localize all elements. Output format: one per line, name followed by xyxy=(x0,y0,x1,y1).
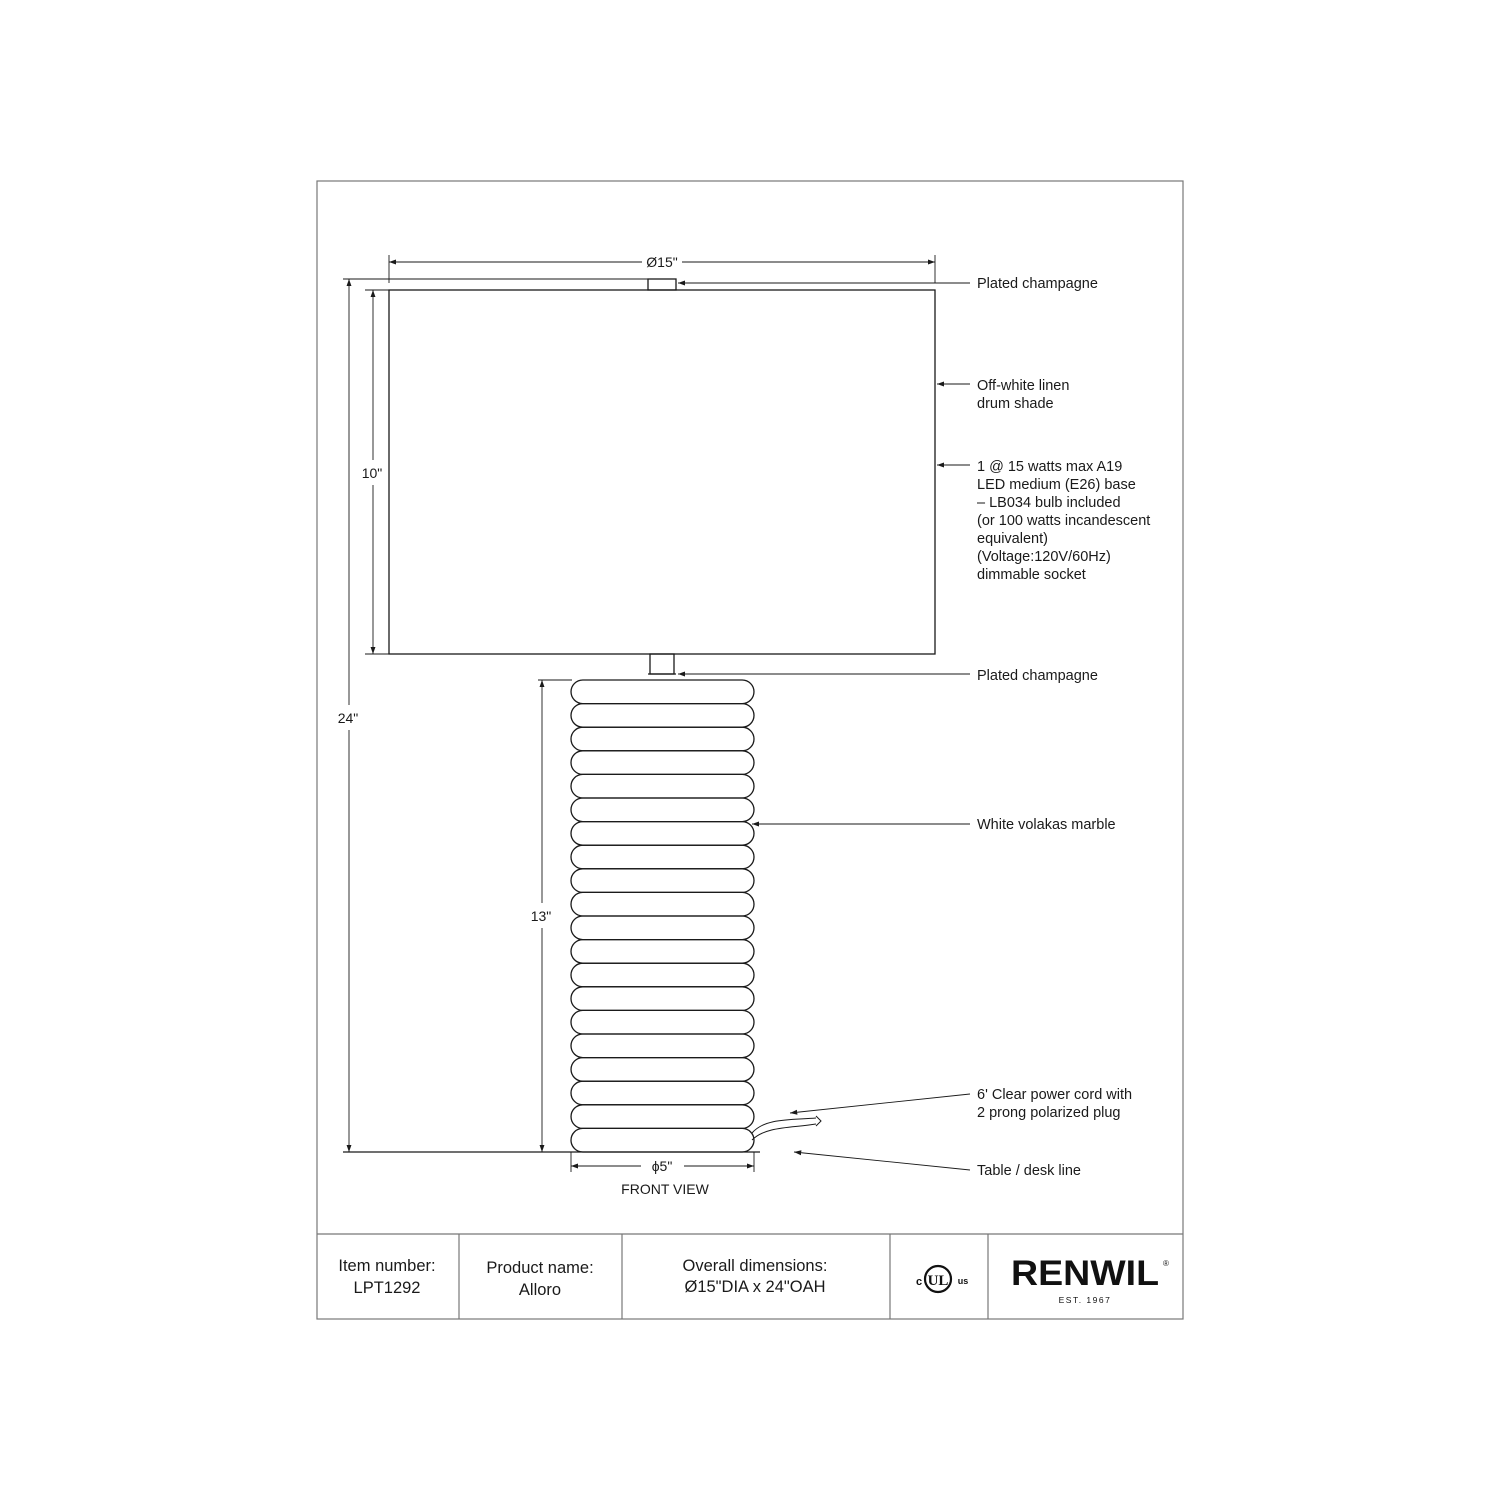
svg-text:EST. 1967: EST. 1967 xyxy=(1058,1295,1112,1305)
callout-bulb-line: (Voltage:120V/60Hz) xyxy=(977,549,1111,565)
ul-certification-icon xyxy=(916,1266,968,1292)
svg-text:c: c xyxy=(915,1276,923,1288)
lamp-drawing xyxy=(343,279,935,1152)
callout-table-line: Table / desk line xyxy=(977,1163,1081,1179)
marble-rib xyxy=(571,963,754,987)
dim-overall-height: 24" xyxy=(337,710,359,726)
view-label: FRONT VIEW xyxy=(621,1181,709,1197)
marble-rib xyxy=(571,680,754,704)
marble-rib xyxy=(571,940,754,964)
callout-body-line: White volakas marble xyxy=(977,817,1116,833)
callout-shade-line: Off-white linen xyxy=(977,378,1070,394)
svg-text:UL: UL xyxy=(927,1273,949,1289)
callout-bulb-line: LED medium (E26) base xyxy=(977,477,1136,493)
callout-cord-line: 6' Clear power cord with xyxy=(977,1087,1133,1103)
product-name-label: Product name: xyxy=(486,1259,594,1277)
svg-text:RENWIL: RENWIL xyxy=(1011,1254,1159,1293)
marble-rib xyxy=(571,869,754,893)
overall-dimensions-value: Ø15"DIA x 24"OAH xyxy=(684,1278,826,1296)
marble-body xyxy=(571,680,754,1152)
marble-rib xyxy=(571,798,754,822)
marble-rib xyxy=(571,916,754,940)
dim-shade-diameter: Ø15" xyxy=(646,254,678,270)
marble-rib xyxy=(571,1010,754,1034)
callout-bulb-line: 1 @ 15 watts max A19 xyxy=(977,459,1123,475)
marble-rib xyxy=(571,1034,754,1058)
marble-rib xyxy=(571,845,754,869)
marble-rib xyxy=(571,1058,754,1082)
svg-text:us: us xyxy=(957,1276,969,1286)
callout-bulb-line: (or 100 watts incandescent xyxy=(977,513,1151,529)
svg-text:®: ® xyxy=(1163,1259,1169,1268)
marble-rib xyxy=(571,774,754,798)
marble-rib xyxy=(571,1105,754,1129)
callout-bulb-line: equivalent) xyxy=(977,531,1048,547)
callout-bulb-line: – LB034 bulb included xyxy=(977,495,1121,511)
marble-rib xyxy=(571,751,754,775)
title-block xyxy=(317,1234,1183,1319)
overall-dimensions-label: Overall dimensions: xyxy=(682,1257,828,1275)
neck xyxy=(650,654,674,674)
product-name-value: Alloro xyxy=(518,1281,562,1299)
marble-rib xyxy=(571,1128,754,1152)
callout-shade-line: drum shade xyxy=(977,396,1054,412)
renwil-logo xyxy=(1011,1254,1169,1305)
lamp-shade xyxy=(389,290,935,654)
item-number-value: LPT1292 xyxy=(353,1279,421,1297)
item-number-label: Item number: xyxy=(338,1257,436,1275)
marble-rib xyxy=(571,727,754,751)
marble-rib xyxy=(571,987,754,1011)
dim-base-height: 13" xyxy=(530,908,552,924)
marble-rib xyxy=(571,1081,754,1105)
callout-cord-line: 2 prong polarized plug xyxy=(977,1105,1121,1121)
marble-rib xyxy=(571,704,754,728)
callout-finial-line: Plated champagne xyxy=(977,276,1098,292)
finial xyxy=(648,279,676,290)
callout-bulb-line: dimmable socket xyxy=(977,567,1086,583)
dim-base-diameter: ϕ5" xyxy=(651,1158,673,1174)
dim-shade-height: 10" xyxy=(361,465,383,481)
callout-neck-line: Plated champagne xyxy=(977,668,1098,684)
marble-rib xyxy=(571,892,754,916)
marble-rib xyxy=(571,822,754,846)
